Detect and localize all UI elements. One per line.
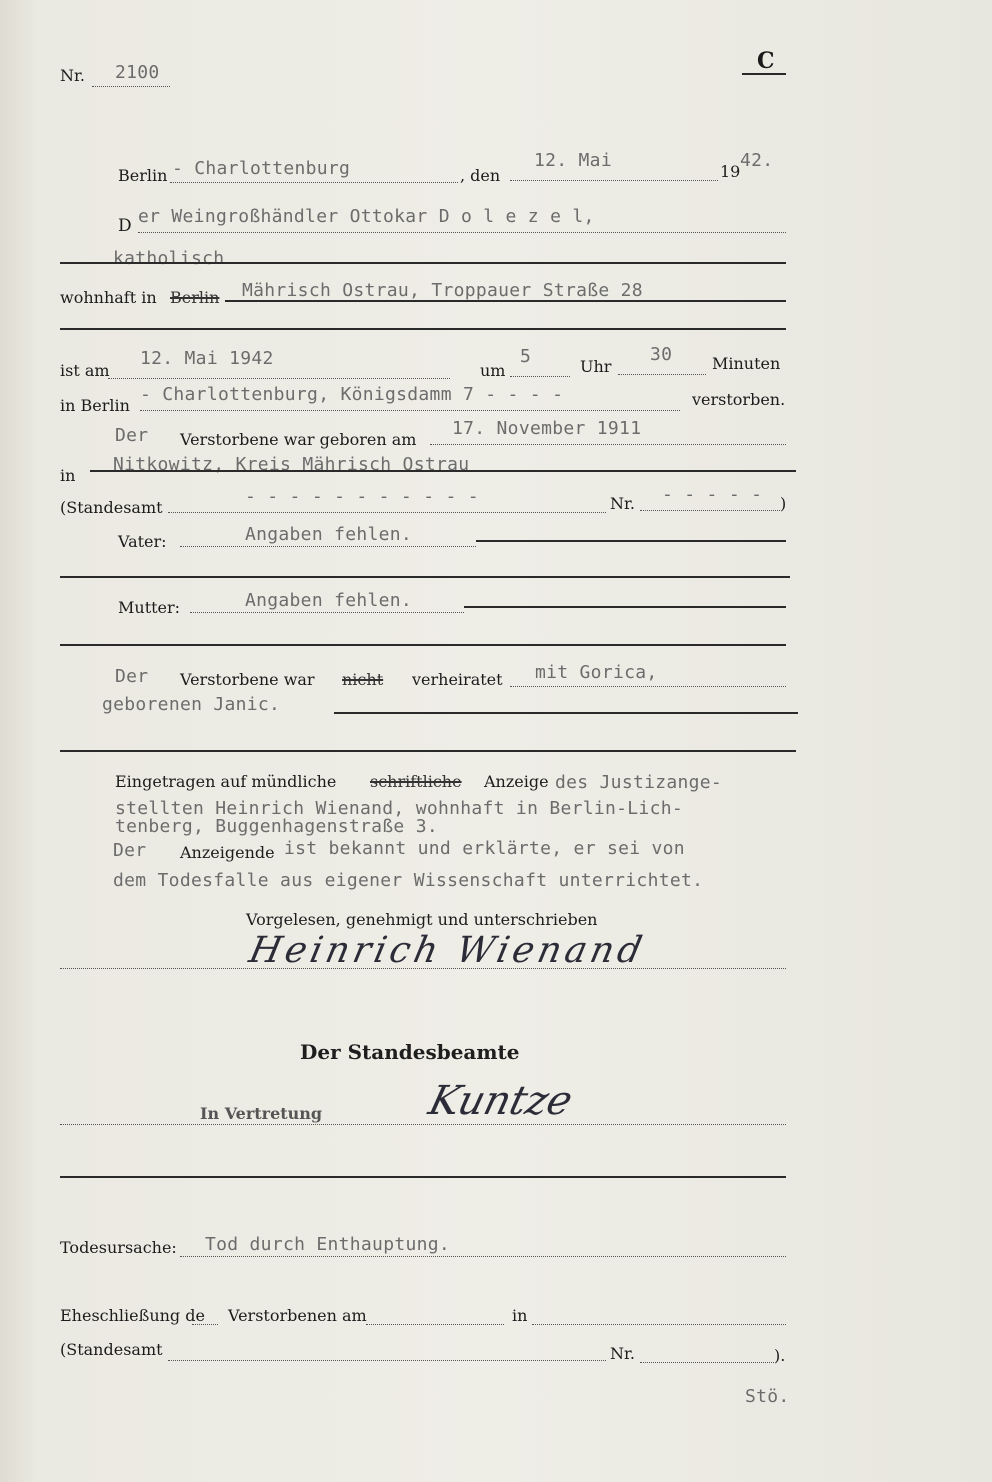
date-value: 12. Mai [534,150,612,171]
nr-label: Nr. [60,66,85,85]
mutter-value: Angaben fehlen. [245,590,413,611]
corner-letter: C [757,48,775,74]
marriage-record-label2: Verstorbenen am [228,1306,367,1325]
birth-date: 17. November 1911 [452,418,642,439]
vater-line [476,540,786,542]
informant-signature: Heinrich Wienand [245,930,650,971]
report-line3: tenberg, Buggenhagenstraße 3. [115,816,438,837]
cause-label: Todesursache: [60,1238,177,1257]
verheiratet-label: verheiratet [412,670,503,689]
mutter-line-2 [60,644,786,646]
um-label: um [480,361,506,380]
name-initial: D [118,216,132,236]
birth-place-line [90,470,796,472]
spouse-line [334,712,798,714]
deceased-name: er Weingroßhändler Ottokar D o l e z e l, [138,206,595,227]
vorgelesen-label: Vorgelesen, genehmigt und unterschrieben [246,910,598,929]
birth-label: Verstorbene war geboren am [180,430,417,449]
marriage-label: Verstorbene war [180,670,315,689]
spouse-line-2 [60,750,796,752]
death-place: - Charlottenburg, Königsdamm 7 - - - - [140,384,564,405]
marriage-der-prefix: Der [115,666,149,687]
spouse-underline [510,686,786,687]
birth-standesamt-label: (Standesamt [60,498,163,517]
record-number: 2100 [115,62,160,83]
district-underline [170,182,458,183]
residence-value: Mährisch Ostrau, Troppauer Straße 28 [242,280,643,301]
religion-value: katholisch [113,248,225,269]
report-struck: schriftliche [370,772,462,791]
anzeige-label: Anzeige [484,772,549,791]
mutter-label: Mutter: [118,598,181,617]
verstorben-label: verstorben. [692,390,786,409]
marriage-de-underline [192,1324,218,1325]
birth-date-underline [430,444,786,445]
birth-standesamt-value: - - - - - - - - - - - [245,486,479,507]
uhr-label: Uhr [580,357,612,376]
vertretung-label: In Vertretung [200,1104,323,1123]
vater-label: Vater: [118,532,167,551]
report-line4: ist bekannt und erklärte, er sei von [284,838,685,859]
vater-value: Angaben fehlen. [245,524,413,545]
cause-underline [180,1256,786,1257]
mutter-underline [190,612,464,613]
vater-underline [180,546,476,547]
marriage-close: ). [774,1346,786,1365]
mutter-line [464,606,786,608]
report-line2: stellten Heinrich Wienand, wohnhaft in Berlin-Lich- [115,798,683,819]
report-line5: dem Todesfalle aus eigener Wissenschaft unterrichtet. [113,870,704,891]
birth-standesamt-underline [168,512,606,513]
residence-line [225,300,786,302]
marriage-place-underline [532,1324,786,1325]
ist-am-label: ist am [60,361,110,380]
eingetragen-label: Eingetragen auf mündliche [115,772,337,791]
religion-line [60,262,786,264]
marriage-in-label: in [512,1306,528,1325]
birth-nr-underline [640,510,780,511]
year-suffix: 42. [740,150,774,171]
report-line1: des Justizange- [555,772,723,793]
in-berlin-label: in Berlin [60,396,130,415]
death-hour: 5 [520,346,532,367]
vater-line-2 [60,576,790,578]
birth-place: Nitkowitz, Kreis Mährisch Ostrau [113,454,470,475]
registrar-signature-line [60,1124,786,1125]
cause-value: Tod durch Enthauptung. [205,1234,451,1255]
den-label: , den [460,166,501,185]
spouse-value: mit Gorica, [535,662,658,683]
marriage-date-underline [366,1324,504,1325]
city-label: Berlin [118,166,168,185]
report-der-prefix: Der [113,840,147,861]
death-date-underline [108,378,450,379]
hour-underline [510,376,570,377]
death-place-underline [140,410,680,411]
district-value: - Charlottenburg [172,158,351,179]
marriage-struck: nicht [342,670,384,689]
registrar-line-2 [60,1176,786,1178]
residence-struck: Berlin [170,288,220,307]
marriage-nr-label: Nr. [610,1344,635,1363]
minuten-label: Minuten [712,354,781,373]
birth-nr-value: - - - - - [662,484,763,505]
residence-label: wohnhaft in [60,288,157,307]
corner-underline [742,73,786,75]
birth-in-label: in [60,466,76,485]
nr-underline [92,86,170,87]
residence-line-2 [60,328,786,330]
minutes-underline [618,374,706,375]
registrar-signature: Kuntze [424,1078,578,1124]
death-date: 12. Mai 1942 [140,348,274,369]
anzeigende-label: Anzeigende [180,843,275,862]
date-underline [510,180,718,181]
marriage-nr-underline [640,1362,774,1363]
marriage-standesamt-label: (Standesamt [60,1340,163,1359]
marriage-standesamt-underline [168,1360,606,1361]
spouse-line2: geborenen Janic. [102,694,281,715]
death-minutes: 30 [650,344,673,365]
birth-close-paren: ) [780,494,787,513]
name-underline [138,232,786,233]
year-prefix: 19 [720,162,741,181]
birth-nr-label: Nr. [610,494,635,513]
registrar-title: Der Standesbeamte [300,1040,520,1064]
marriage-record-label: Eheschließung de [60,1306,205,1325]
birth-der-prefix: Der [115,425,149,446]
clerk-initials: Stö. [745,1386,790,1407]
